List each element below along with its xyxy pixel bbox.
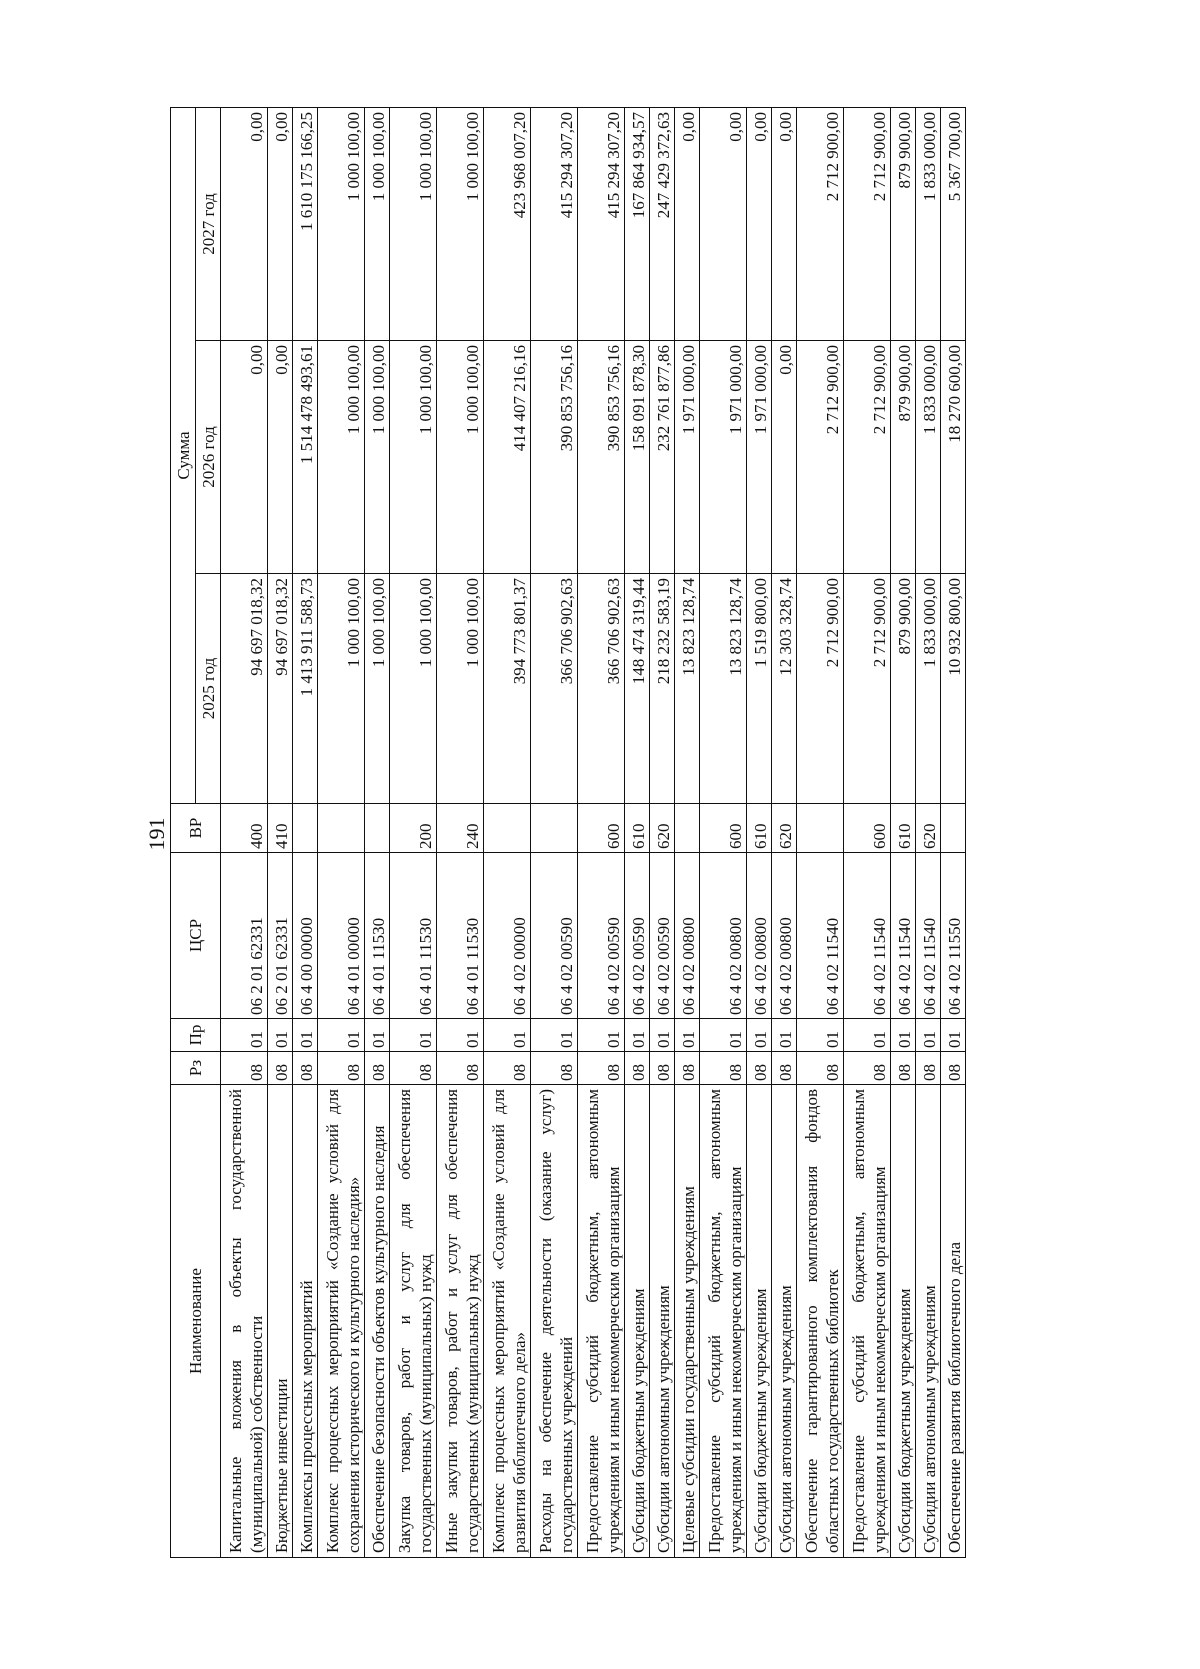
cell-csr: 06 4 02 00590 <box>625 853 650 1019</box>
cell-rz: 08 <box>293 1052 318 1085</box>
cell-2027: 0,00 <box>268 108 293 341</box>
cell-csr: 06 4 02 11540 <box>891 853 916 1019</box>
cell-name: Предоставление субсидий бюджетным, автономным учреждениям и иным некоммерческим организациям <box>844 1085 891 1558</box>
cell-vr <box>941 804 966 853</box>
cell-2027: 1 000 100,00 <box>390 108 437 341</box>
cell-vr: 200 <box>390 804 437 853</box>
cell-pr: 01 <box>916 1019 941 1052</box>
cell-2025: 1 000 100,00 <box>437 574 484 804</box>
cell-csr: 06 4 02 11540 <box>797 853 844 1019</box>
cell-2027: 247 429 372,63 <box>650 108 675 341</box>
cell-rz: 08 <box>700 1052 747 1085</box>
cell-csr: 06 4 02 11540 <box>916 853 941 1019</box>
cell-name: Субсидии бюджетным учреждениям <box>891 1085 916 1558</box>
cell-rz: 08 <box>625 1052 650 1085</box>
cell-2025: 2 712 900,00 <box>844 574 891 804</box>
cell-2025: 879 900,00 <box>891 574 916 804</box>
cell-2026: 1 000 100,00 <box>365 341 390 574</box>
cell-csr: 06 4 02 00000 <box>484 853 531 1019</box>
header-csr: ЦСР <box>171 853 221 1019</box>
cell-csr: 06 4 02 00800 <box>772 853 797 1019</box>
cell-pr: 01 <box>221 1019 268 1052</box>
cell-rz: 08 <box>941 1052 966 1085</box>
cell-2025: 366 706 902,63 <box>531 574 578 804</box>
cell-2026: 18 270 600,00 <box>941 341 966 574</box>
cell-name: Субсидии бюджетным учреждениям <box>625 1085 650 1558</box>
page-number: 191 <box>144 817 169 851</box>
table-row <box>916 108 941 1558</box>
cell-vr <box>293 804 318 853</box>
table-row <box>531 108 578 1558</box>
cell-pr: 01 <box>675 1019 700 1052</box>
cell-pr: 01 <box>268 1019 293 1052</box>
cell-rz: 08 <box>797 1052 844 1085</box>
cell-pr: 01 <box>318 1019 365 1052</box>
cell-2027: 879 900,00 <box>891 108 916 341</box>
cell-2026: 390 853 756,16 <box>531 341 578 574</box>
cell-rz: 08 <box>437 1052 484 1085</box>
cell-2025: 94 697 018,32 <box>268 574 293 804</box>
header-vr: ВР <box>171 804 221 853</box>
cell-2027: 0,00 <box>221 108 268 341</box>
cell-pr: 01 <box>437 1019 484 1052</box>
cell-2026: 2 712 900,00 <box>797 341 844 574</box>
header-name: Наименование <box>171 1085 221 1558</box>
cell-rz: 08 <box>916 1052 941 1085</box>
cell-2027: 415 294 307,20 <box>531 108 578 341</box>
table-row <box>797 108 844 1558</box>
cell-2025: 1 000 100,00 <box>365 574 390 804</box>
cell-2026: 1 000 100,00 <box>390 341 437 574</box>
cell-vr: 610 <box>747 804 772 853</box>
cell-2027: 1 610 175 166,25 <box>293 108 318 341</box>
cell-pr: 01 <box>293 1019 318 1052</box>
cell-2026: 158 091 878,30 <box>625 341 650 574</box>
cell-2026: 0,00 <box>268 341 293 574</box>
table-row <box>484 108 531 1558</box>
cell-2027: 0,00 <box>772 108 797 341</box>
cell-2025: 13 823 128,74 <box>700 574 747 804</box>
cell-2026: 0,00 <box>221 341 268 574</box>
table-row <box>268 108 293 1558</box>
cell-vr <box>797 804 844 853</box>
cell-vr <box>484 804 531 853</box>
cell-rz: 08 <box>650 1052 675 1085</box>
cell-2027: 1 000 100,00 <box>437 108 484 341</box>
table-row <box>437 108 484 1558</box>
cell-2025: 148 474 319,44 <box>625 574 650 804</box>
cell-csr: 06 4 00 00000 <box>293 853 318 1019</box>
cell-csr: 06 4 02 11540 <box>844 853 891 1019</box>
header-2026: 2026 год <box>196 341 221 574</box>
cell-rz: 08 <box>365 1052 390 1085</box>
cell-2025: 1 519 800,00 <box>747 574 772 804</box>
cell-name: Бюджетные инвестиции <box>268 1085 293 1558</box>
cell-rz: 08 <box>578 1052 625 1085</box>
table-row <box>221 108 268 1558</box>
cell-vr <box>675 804 700 853</box>
cell-name: Субсидии автономным учреждениям <box>772 1085 797 1558</box>
cell-csr: 06 4 02 00800 <box>747 853 772 1019</box>
cell-pr: 01 <box>650 1019 675 1052</box>
table-body <box>221 108 966 1558</box>
cell-csr: 06 4 01 00000 <box>318 853 365 1019</box>
cell-csr: 06 4 01 11530 <box>365 853 390 1019</box>
cell-2026: 2 712 900,00 <box>844 341 891 574</box>
cell-2025: 394 773 801,37 <box>484 574 531 804</box>
table-row <box>772 108 797 1558</box>
table-row <box>891 108 916 1558</box>
table-row <box>365 108 390 1558</box>
cell-vr: 600 <box>844 804 891 853</box>
cell-2026: 1 971 000,00 <box>675 341 700 574</box>
cell-2027: 167 864 934,57 <box>625 108 650 341</box>
header-2025: 2025 год <box>196 574 221 804</box>
cell-name: Комплексы процессных мероприятий <box>293 1085 318 1558</box>
table-row <box>390 108 437 1558</box>
cell-name: Расходы на обеспечение деятельности (оказание услуг) государственных учреждений <box>531 1085 578 1558</box>
cell-rz: 08 <box>390 1052 437 1085</box>
cell-2027: 1 000 100,00 <box>365 108 390 341</box>
cell-csr: 06 4 02 00590 <box>531 853 578 1019</box>
cell-rz: 08 <box>844 1052 891 1085</box>
cell-2025: 1 413 911 588,73 <box>293 574 318 804</box>
cell-pr: 01 <box>531 1019 578 1052</box>
cell-csr: 06 2 01 62331 <box>221 853 268 1019</box>
cell-name: Целевые субсидии государственным учреждениям <box>675 1085 700 1558</box>
cell-2027: 0,00 <box>747 108 772 341</box>
table-row <box>941 108 966 1558</box>
cell-pr: 01 <box>484 1019 531 1052</box>
rotated-table-container <box>170 108 1200 1558</box>
cell-csr: 06 4 02 00590 <box>650 853 675 1019</box>
cell-2026: 1 833 000,00 <box>916 341 941 574</box>
table-row <box>318 108 365 1558</box>
cell-rz: 08 <box>531 1052 578 1085</box>
cell-rz: 08 <box>772 1052 797 1085</box>
cell-name: Комплекс процессных мероприятий «Создание условий для развития библиотечного дела» <box>484 1085 531 1558</box>
cell-csr: 06 4 01 11530 <box>437 853 484 1019</box>
cell-csr: 06 2 01 62331 <box>268 853 293 1019</box>
cell-rz: 08 <box>484 1052 531 1085</box>
cell-name: Комплекс процессных мероприятий «Создание условий для сохранения исторического и культурного наследия» <box>318 1085 365 1558</box>
header-rz: Рз <box>171 1052 221 1085</box>
cell-vr: 400 <box>221 804 268 853</box>
cell-vr: 610 <box>625 804 650 853</box>
cell-rz: 08 <box>675 1052 700 1085</box>
cell-pr: 01 <box>844 1019 891 1052</box>
cell-pr: 01 <box>625 1019 650 1052</box>
cell-name: Иные закупки товаров, работ и услуг для обеспечения государственных (муниципальных) нужд <box>437 1085 484 1558</box>
cell-2027: 1 833 000,00 <box>916 108 941 341</box>
cell-2026: 1 000 100,00 <box>437 341 484 574</box>
cell-2025: 94 697 018,32 <box>221 574 268 804</box>
cell-2025: 2 712 900,00 <box>797 574 844 804</box>
cell-vr <box>531 804 578 853</box>
header-2027: 2027 год <box>196 108 221 341</box>
table-row <box>747 108 772 1558</box>
cell-2026: 1 971 000,00 <box>747 341 772 574</box>
cell-2026: 232 761 877,86 <box>650 341 675 574</box>
cell-vr: 600 <box>578 804 625 853</box>
cell-2027: 1 000 100,00 <box>318 108 365 341</box>
cell-vr: 610 <box>891 804 916 853</box>
cell-2025: 1 000 100,00 <box>390 574 437 804</box>
cell-rz: 08 <box>891 1052 916 1085</box>
cell-rz: 08 <box>318 1052 365 1085</box>
cell-vr: 620 <box>916 804 941 853</box>
cell-pr: 01 <box>578 1019 625 1052</box>
cell-pr: 01 <box>700 1019 747 1052</box>
cell-2025: 1 000 100,00 <box>318 574 365 804</box>
table-row <box>293 108 318 1558</box>
cell-2025: 10 932 800,00 <box>941 574 966 804</box>
cell-rz: 08 <box>268 1052 293 1085</box>
table-row <box>700 108 747 1558</box>
header-sum: Сумма <box>171 108 196 804</box>
table-row <box>675 108 700 1558</box>
cell-rz: 08 <box>221 1052 268 1085</box>
cell-pr: 01 <box>747 1019 772 1052</box>
table-row <box>844 108 891 1558</box>
cell-pr: 01 <box>772 1019 797 1052</box>
cell-vr: 620 <box>650 804 675 853</box>
cell-name: Предоставление субсидий бюджетным, автономным учреждениям и иным некоммерческим организациям <box>578 1085 625 1558</box>
cell-vr <box>365 804 390 853</box>
cell-2027: 415 294 307,20 <box>578 108 625 341</box>
cell-2027: 0,00 <box>675 108 700 341</box>
cell-2025: 12 303 328,74 <box>772 574 797 804</box>
cell-2026: 414 407 216,16 <box>484 341 531 574</box>
cell-name: Капитальные вложения в объекты государственной (муниципальной) собственности <box>221 1085 268 1558</box>
cell-2026: 879 900,00 <box>891 341 916 574</box>
cell-vr: 620 <box>772 804 797 853</box>
cell-2026: 390 853 756,16 <box>578 341 625 574</box>
cell-name: Обеспечение гарантированного комплектования фондов областных государственных библиотек <box>797 1085 844 1558</box>
cell-2025: 218 232 583,19 <box>650 574 675 804</box>
cell-2026: 1 000 100,00 <box>318 341 365 574</box>
cell-2027: 2 712 900,00 <box>844 108 891 341</box>
cell-2026: 0,00 <box>772 341 797 574</box>
cell-2027: 2 712 900,00 <box>797 108 844 341</box>
cell-name: Субсидии бюджетным учреждениям <box>747 1085 772 1558</box>
cell-name: Субсидии автономным учреждениям <box>916 1085 941 1558</box>
cell-vr: 410 <box>268 804 293 853</box>
cell-2025: 1 833 000,00 <box>916 574 941 804</box>
cell-pr: 01 <box>797 1019 844 1052</box>
cell-2027: 0,00 <box>700 108 747 341</box>
cell-2027: 5 367 700,00 <box>941 108 966 341</box>
cell-vr: 600 <box>700 804 747 853</box>
table-row <box>578 108 625 1558</box>
cell-pr: 01 <box>365 1019 390 1052</box>
cell-rz: 08 <box>747 1052 772 1085</box>
cell-pr: 01 <box>390 1019 437 1052</box>
table-row <box>625 108 650 1558</box>
budget-table <box>170 107 966 1558</box>
cell-pr: 01 <box>891 1019 916 1052</box>
cell-name: Закупка товаров, работ и услуг для обеспечения государственных (муниципальных) нужд <box>390 1085 437 1558</box>
cell-name: Субсидии автономным учреждениям <box>650 1085 675 1558</box>
cell-name: Предоставление субсидий бюджетным, автономным учреждениям и иным некоммерческим организациям <box>700 1085 747 1558</box>
table-row <box>650 108 675 1558</box>
cell-name: Обеспечение безопасности объектов культурного наследия <box>365 1085 390 1558</box>
cell-vr: 240 <box>437 804 484 853</box>
header-pr: Пр <box>171 1019 221 1052</box>
cell-pr: 01 <box>941 1019 966 1052</box>
cell-name: Обеспечение развития библиотечного дела <box>941 1085 966 1558</box>
cell-csr: 06 4 02 00800 <box>675 853 700 1019</box>
cell-csr: 06 4 02 00800 <box>700 853 747 1019</box>
cell-2027: 423 968 007,20 <box>484 108 531 341</box>
cell-vr <box>318 804 365 853</box>
cell-csr: 06 4 01 11530 <box>390 853 437 1019</box>
cell-csr: 06 4 02 00590 <box>578 853 625 1019</box>
cell-2025: 13 823 128,74 <box>675 574 700 804</box>
cell-2026: 1 971 000,00 <box>700 341 747 574</box>
cell-csr: 06 4 02 11550 <box>941 853 966 1019</box>
cell-2026: 1 514 478 493,61 <box>293 341 318 574</box>
cell-2025: 366 706 902,63 <box>578 574 625 804</box>
table-header <box>171 108 221 1558</box>
